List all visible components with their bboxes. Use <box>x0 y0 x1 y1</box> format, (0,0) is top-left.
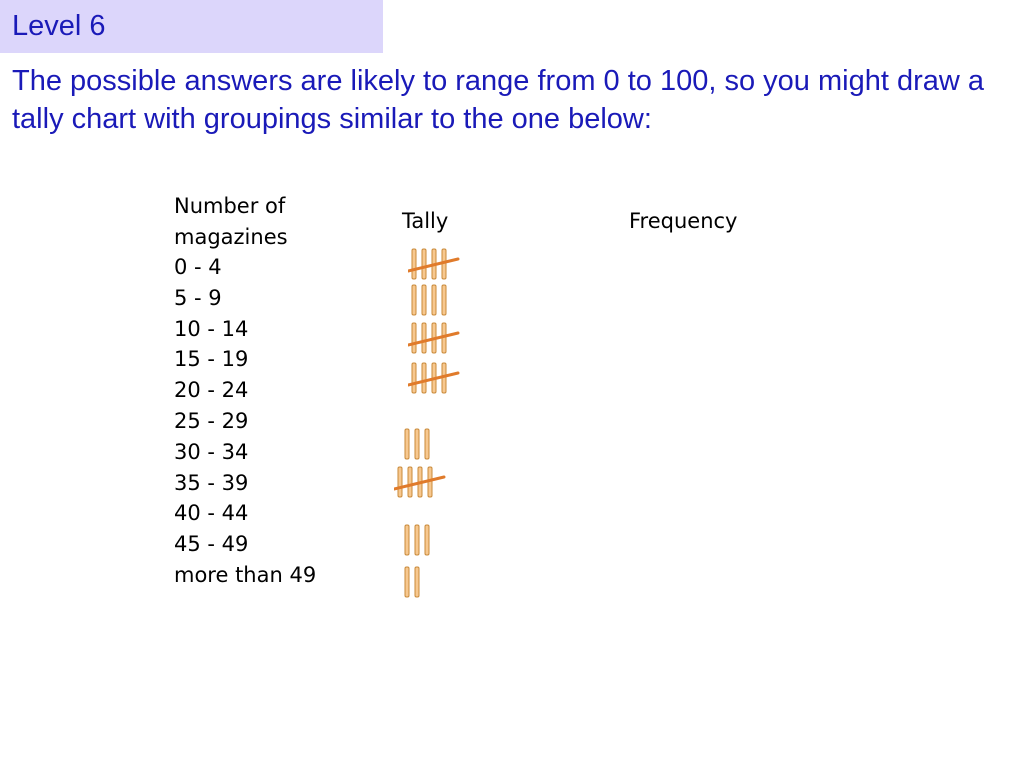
tally-stroke <box>405 429 409 459</box>
range-label: 20 - 24 <box>174 378 249 403</box>
range-label: 30 - 34 <box>174 439 249 464</box>
range-label: 40 - 44 <box>174 501 249 526</box>
tally-marks <box>401 565 457 599</box>
tally-marks <box>408 247 464 281</box>
column-header-number: Number of magazines <box>174 194 288 249</box>
tally-marks <box>408 361 464 395</box>
range-label: 15 - 19 <box>174 347 249 372</box>
range-list <box>174 252 316 591</box>
tally-stroke <box>425 429 429 459</box>
range-label: 45 - 49 <box>174 532 249 557</box>
tally-marks <box>408 321 464 355</box>
range-label: 10 - 14 <box>174 316 249 341</box>
range-label: 35 - 39 <box>174 470 249 495</box>
tally-marks <box>401 427 457 461</box>
level-title: Level 6 <box>12 10 106 42</box>
tally-stroke <box>415 525 419 555</box>
tally-stroke <box>412 363 416 393</box>
tally-stroke <box>415 429 419 459</box>
tally-marks <box>408 283 464 317</box>
tally-stroke <box>425 525 429 555</box>
tally-marks <box>394 465 450 499</box>
tally-stroke <box>412 249 416 279</box>
tally-stroke <box>422 323 426 353</box>
range-label: more than 49 <box>174 562 317 587</box>
level-badge <box>0 0 383 53</box>
column-header-frequency: Frequency <box>629 209 738 233</box>
range-label: 0 - 4 <box>174 255 222 279</box>
column-header-tally: Tally <box>402 209 449 233</box>
tally-stroke <box>442 285 446 315</box>
tally-stroke <box>398 467 402 497</box>
tally-stroke <box>432 285 436 315</box>
tally-stroke <box>422 363 426 393</box>
tally-stroke <box>422 249 426 279</box>
tally-stroke <box>405 567 409 597</box>
tally-stroke <box>408 467 412 497</box>
tally-stroke <box>412 285 416 315</box>
tally-stroke <box>422 285 426 315</box>
range-label: 5 - 9 <box>174 285 222 310</box>
range-label: 25 - 29 <box>174 408 249 433</box>
intro-text: The possible answers are likely to range from 0 to 100, so you might draw a tally chart with groupings similar to the one below: <box>12 65 984 135</box>
tally-stroke <box>405 525 409 555</box>
tally-marks <box>401 523 457 557</box>
tally-stroke <box>415 567 419 597</box>
tally-stroke <box>412 323 416 353</box>
